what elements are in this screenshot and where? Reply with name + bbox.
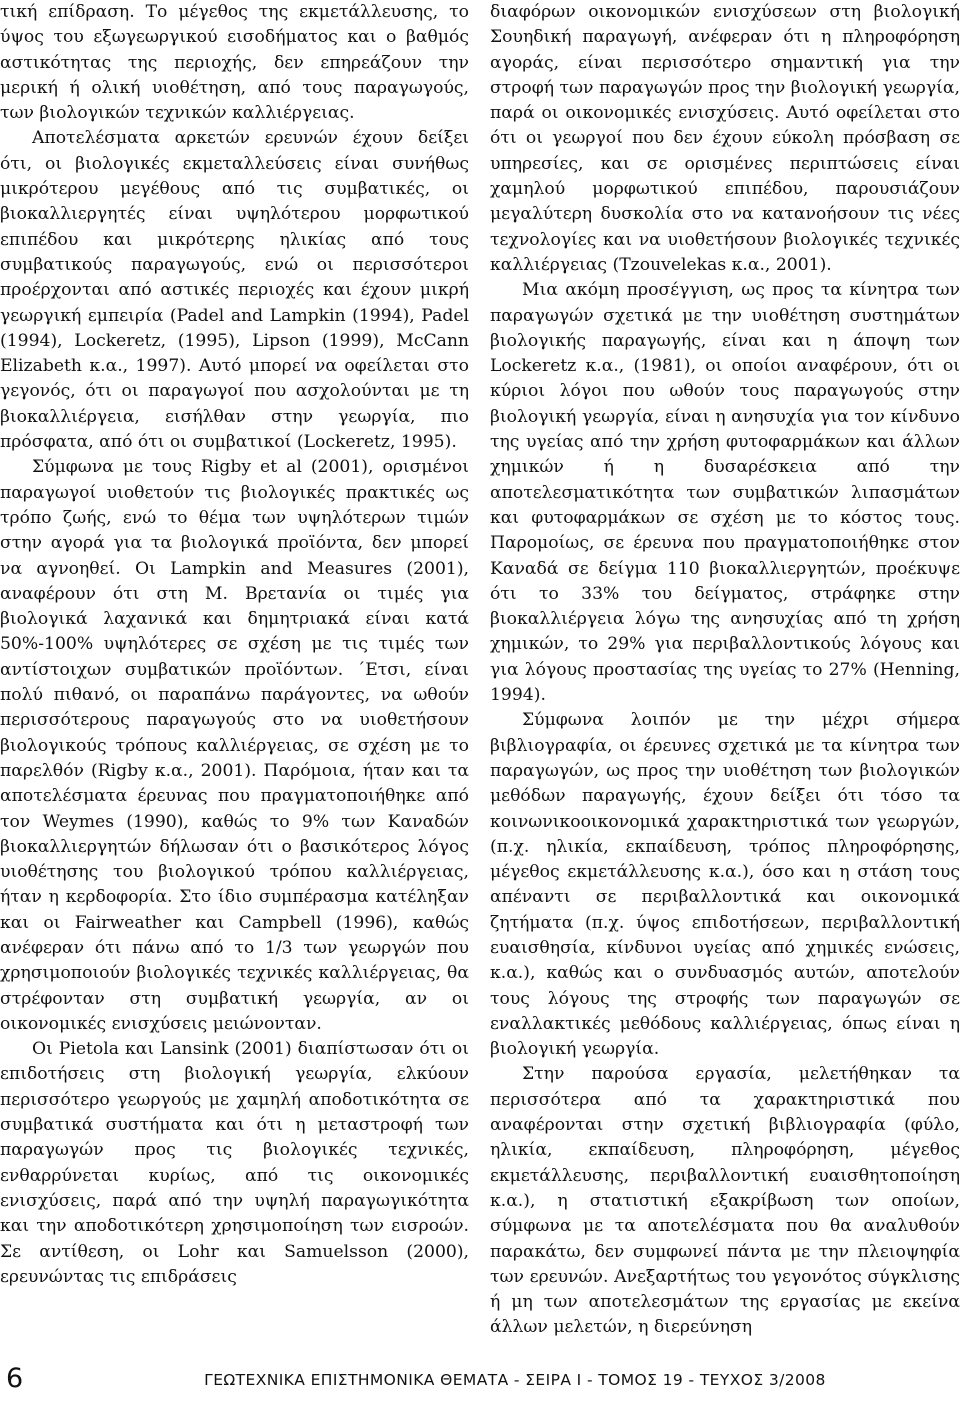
left-paragraph-2: Αποτελέσματα αρκετών ερευνών έχουν δείξει ότι, οι βιολογικές εκμεταλλεύσεις είναι συνήθως μικρότερου μεγέθους από τις συμβατικές, οι βιοκαλλιεργητές είναι υψηλότερου μορφωτικού επιπέδου και μικρότερης ηλικίας από τους συμβατικούς παραγωγούς, ενώ οι περισσότεροι προέρχονται από αστικές περιοχές και έχουν μικρή γεωργική εμπειρία (Padel and Lampkin (1994), Padel (1994), Lockeretz, (1995), Lipson (1999), McCann Elizabeth κ.α., 1997). Αυτό μπορεί να οφείλεται στο γεγονός, ότι οι παραγωγοί που ασχολούνται με τη βιοκαλλιέργεια, εισήλθαν στην γεωργία, πιο πρόσφατα, από ότι οι συμβατικοί (Lockeretz, 1995).: [0, 128, 469, 453]
right-paragraph-3: Σύμφωνα λοιπόν με την μέχρι σήμερα βιβλιογραφία, οι έρευνες σχετικά με τα κίνητρα των παραγωγών, ως προς την υιοθέτηση των βιολογικών μεθόδων παραγωγής, έχουν δείξει ότι τόσο τα κοινωνικοοικονομικά χαρακτηριστικά των γεωργών, (π.χ. ηλικία, εκπαίδευση, τρόπος πληροφόρησης, μέγεθος εκμετάλλευσης κ.α.), όσο και η στάση τους απέναντι σε περιβαλλοντικά και οικονομικά ζητήματα (π.χ. ύψος επιδοτήσεων, περιβαλλοντική ευαισθησία, κίνδυνοι υγείας από χημικές ενώσεις, κ.α.), καθώς και ο συνδυασμός αυτών, αποτελούν τους λόγους της στροφής των παραγωγών σε εναλλακτικές μεθόδους καλλιέργειας, όπως είναι η βιολογική γεωργία.: [490, 710, 960, 1060]
left-paragraph-4: Οι Pietola και Lansink (2001) διαπίστωσαν ότι οι επιδοτήσεις στη βιολογική γεωργία, ελκύουν περισσότερο γεωργούς με χαμηλή αποδοτικότητα σε συμβατικά συστήματα και ότι η μεταστροφή των παραγωγών προς τις βιολογικές τεχνικές, ενθαρρύνεται κυρίως, από τις οικονομικές ενισχύσεις, παρά από την υψηλή παραγωγικότητα και την αποδοτικότερη χρησιμοποίηση των εισροών. Σε αντίθεση, οι Lohr και Samuelsson (2000), ερευνώντας τις επιδράσεις: [0, 1039, 469, 1287]
left-paragraph-3: Σύμφωνα με τους Rigby et al (2001), ορισμένοι παραγωγοί υιοθετούν τις βιολογικές πρακτικές ως τρόπο ζωής, ενώ το θέμα των υψηλότερων τιμών στην αγορά για τα βιολογικά προϊόντα, δεν μπορεί να αγνοηθεί. Οι Lampkin and Measures (2001), αναφέρουν ότι στη Μ. Βρετανία οι τιμές για βιολογικά λαχανικά και δημητριακά είναι κατά 50%-100% υψηλότερες σε σχέση με τις τιμές των αντίστοιχων συμβατικών προϊόντων. ΄Ετσι, είναι πολύ πιθανό, οι παραπάνω παράγοντες, να ωθούν περισσότερους παραγωγούς στο να υιοθετήσουν βιολογικούς τρόπους καλλιέργειας, σε σχέση με το παρελθόν (Rigby κ.α., 2001). Παρόμοια, ήταν και τα αποτελέσματα έρευνας που πραγματοποιήθηκε από τον Weymes (1990), καθώς το 9% των Καναδών βιοκαλλιεργητών δήλωσαν ότι ο βασικότερος λόγος υιοθέτησης του βιολογικού τρόπου καλλιέργειας, ήταν η κερδοφορία. Στο ίδιο συμπέρασμα κατέληξαν και οι Fairweather και Campbell (1996), καθώς ανέφεραν ότι πάνω από το 1/3 των γεωργών που χρησιμοποιούν βιολογικές τεχνικές καλλιέργειας, θα στρέφονταν στη συμβατική γεωργία, αν οι οικονομικές ενισχύσεις μειώνονταν.: [0, 457, 469, 1034]
right-paragraph-4: Στην παρούσα εργασία, μελετήθηκαν τα περισσότερα από τα χαρακτηριστικά που αναφέρονται στην σχετική βιβλιογραφία (φύλο, ηλικία, εκπαίδευση, πληροφόρηση, μέγεθος εκμετάλλευσης, περιβαλλοντική ευαισθητοποίηση κ.α.), η στατιστική εξακρίβωση των οποίων, σύμφωνα με τα αποτελέσματα που θα αναλυθούν παρακάτω, δεν συμφωνεί πάντα με την πλειοψηφία των ερευνών. Ανεξαρτήτως του γεγονότος σύγκλισης ή μη των αποτελεσμάτων της εργασίας με εκείνα άλλων μελετών, η διερεύνηση: [490, 1064, 960, 1338]
page-footer: [0, 1362, 960, 1392]
left-column: [0, 0, 469, 1290]
page-number: 6: [6, 1363, 24, 1394]
journal-running-title: ΓΕΩΤΕΧΝΙΚΑ ΕΠΙΣΤΗΜΟΝΙΚΑ ΘΕΜΑΤΑ - ΣΕΙΡΑ Ι - ΤΟΜΟΣ 19 - ΤΕΥΧΟΣ 3/2008: [204, 1371, 826, 1389]
right-paragraph-2: Μια ακόμη προσέγγιση, ως προς τα κίνητρα των παραγωγών σχετικά με την υιοθέτηση συστημάτων βιολογικής παραγωγής, είναι και η άποψη των Lockeretz κ.α., (1981), οι οποίοι αναφέρουν, ότι οι κύριοι λόγοι που ωθούν τους παραγωγούς στην βιολογική γεωργία, είναι η ανησυχία για τον κίνδυνο της υγείας από την χρήση φυτοφαρμάκων και άλλων χημικών ή η δυσαρέσκεια από την αποτελεσματικότητα των συμβατικών λιπασμάτων και φυτοφαρμάκων σε σχέση με το κόστος τους. Παρομοίως, σε έρευνα που πραγματοποιήθηκε στον Καναδά σε δείγμα 110 βιοκαλλιεργητών, προέκυψε ότι το 33% του δείγματος, στράφηκε στην βιοκαλλιέργεια λόγω της ανησυχίας από τη χρήση χημικών, το 29% για περιβαλλοντικούς λόγους και για λόγους προστασίας της υγείας το 27% (Henning, 1994).: [490, 280, 960, 706]
left-paragraph-continued: τική επίδραση. Το μέγεθος της εκμετάλλευσης, το ύψος του εξωγεωργικού εισοδήματος και ο βαθμός αστικότητας της περιοχής, δεν επηρεάζουν την μερική ή ολική υιοθέτηση, από τους παραγωγούς, των βιολογικών τεχνικών καλλιέργειας.: [0, 2, 469, 124]
right-column: [490, 0, 960, 1341]
right-paragraph-continued: διαφόρων οικονομικών ενισχύσεων στη βιολογική Σουηδική παραγωγή, ανέφεραν ότι η πληροφόρηση αγοράς, είναι περισσότερο σημαντική για την στροφή των παραγωγών προς την βιολογική γεωργία, παρά οι οικονομικές ενισχύσεις. Αυτό οφείλεται στο ότι οι γεωργοί που δεν έχουν εύκολη πρόσβαση σε υπηρεσίες, και σε ορισμένες περιπτώσεις είναι χαμηλού μορφωτικού επιπέδου, παρουσιάζουν μεγαλύτερη δυσκολία στο να κατανοήσουν τις νέες τεχνολογίες και να υιοθετήσουν βιολογικές τεχνικές καλλιέργειας (Tzouvelekas κ.α., 2001).: [490, 2, 960, 275]
